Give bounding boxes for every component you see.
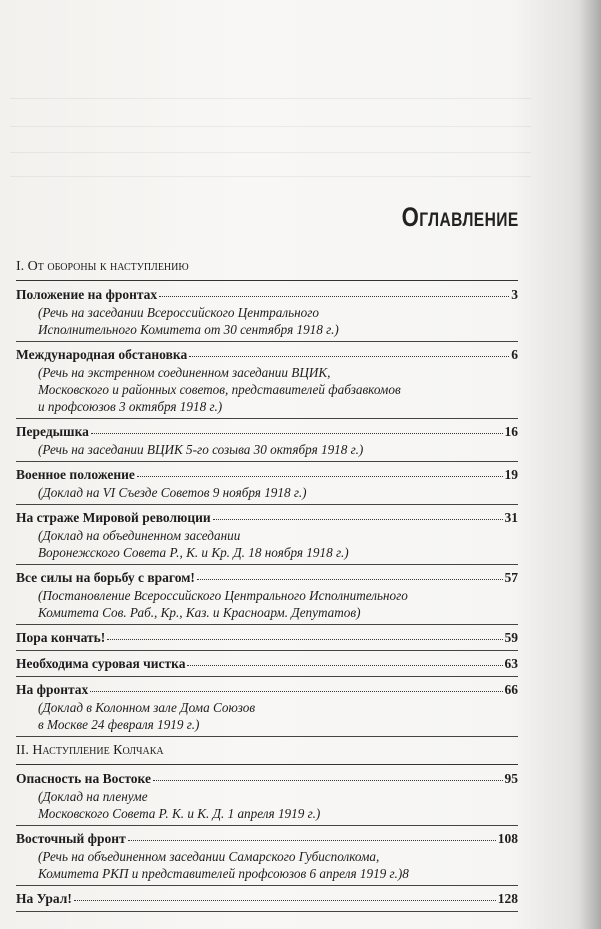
dot-leader [90, 681, 502, 692]
dot-leader [197, 569, 503, 580]
toc-entry-note: (Речь на экстренном соединенном заседании ВЦИК, [38, 365, 331, 380]
toc-entry[interactable] [16, 285, 518, 342]
toc-entry[interactable] [16, 769, 518, 826]
dot-leader [159, 286, 509, 297]
toc-entry[interactable] [16, 654, 518, 677]
toc-entry-note: (Речь на объединенном заседании Самарского Губисполкома, [38, 849, 380, 864]
toc-entry-title: Все силы на борьбу с врагом! [16, 570, 195, 585]
toc-page-number: 95 [504, 771, 518, 786]
toc-entry-title: Передышка [16, 424, 89, 439]
show-through-line [10, 126, 531, 127]
toc-entry-line [16, 889, 518, 908]
toc-entry-line [16, 654, 518, 673]
toc-entry-note: (Доклад на объединенном заседании [38, 528, 241, 543]
toc-entry-note: Московского и районных советов, представителей фабзавкомов [38, 382, 401, 397]
divider [16, 564, 518, 565]
toc-entry-line [16, 285, 518, 304]
page-title: Оглавление [402, 202, 519, 232]
toc-entry-note: Исполнительного Комитета от 30 сентября 1918 г.) [38, 322, 339, 337]
divider [16, 764, 518, 765]
toc-entry-title: На фронтах [16, 682, 89, 697]
divider [16, 911, 518, 912]
toc-entry[interactable] [16, 829, 518, 886]
toc-entry-title: Опасность на Востоке [16, 771, 151, 786]
part-1-entries [16, 285, 518, 737]
toc-entry-line [16, 680, 518, 699]
divider [16, 885, 518, 886]
toc-entry-line [16, 422, 518, 441]
dot-leader [137, 466, 503, 477]
toc-entry[interactable] [16, 680, 518, 737]
toc-page-number: 16 [504, 424, 518, 439]
toc-entry-note: Комитета РКП и представителей профсоюзов 6 апреля 1919 г.)8 [38, 866, 409, 881]
dot-leader [153, 770, 503, 781]
toc-entry[interactable] [16, 508, 518, 565]
toc-entry-line [16, 508, 518, 527]
show-through-line [10, 176, 531, 177]
toc-page-number: 66 [504, 682, 518, 697]
divider [16, 461, 518, 462]
toc-page-number: 128 [497, 891, 518, 906]
toc-entry[interactable] [16, 568, 518, 625]
toc-entry-title: На страже Мировой революции [16, 510, 211, 525]
divider [16, 280, 518, 281]
part-heading-2: II. Наступление Колчака [16, 743, 164, 758]
toc-page-number: 3 [511, 287, 518, 302]
toc-entry-line [16, 465, 518, 484]
toc-entry-title: Военное положение [16, 467, 135, 482]
dot-leader [91, 423, 503, 434]
divider [16, 624, 518, 625]
dot-leader [213, 509, 503, 520]
toc-page-number: 63 [504, 656, 518, 671]
page-gutter-shadow [579, 0, 601, 929]
divider [16, 341, 518, 342]
toc-entry-note: Комитета Сов. Раб., Кр., Каз. и Красноарм. Депутатов) [38, 605, 361, 620]
part-heading-1: I. От обороны к наступлению [16, 259, 189, 274]
divider [16, 676, 518, 677]
toc-entry-note: (Постановление Всероссийского Центрального Исполнительного [38, 588, 408, 603]
dot-leader [187, 655, 502, 666]
toc-entry[interactable] [16, 345, 518, 419]
toc-entry-note: (Доклад на пленуме [38, 789, 148, 804]
toc-page-number: 108 [497, 831, 518, 846]
toc-entry-line [16, 568, 518, 587]
dot-leader [189, 346, 509, 357]
toc-entry-line [16, 345, 518, 364]
toc-entry[interactable] [16, 422, 518, 462]
dot-leader [74, 890, 496, 901]
toc-page-number: 59 [504, 630, 518, 645]
divider [16, 736, 518, 737]
toc-page-number: 57 [504, 570, 518, 585]
toc-page-number: 31 [504, 510, 518, 525]
toc-entry-title: Необходима суровая чистка [16, 656, 186, 671]
divider [16, 504, 518, 505]
toc-entry-note: (Доклад в Колонном зале Дома Союзов [38, 700, 256, 715]
show-through-line [10, 152, 531, 153]
toc-entry-note: и профсоюзов 3 октября 1918 г.) [38, 399, 223, 414]
toc-entry-line [16, 829, 518, 848]
toc-entry-note: (Доклад на VI Съезде Советов 9 ноября 1918 г.) [38, 485, 307, 500]
toc-entry-title: Восточный фронт [16, 831, 126, 846]
toc-entry-note: (Речь на заседании Всероссийского Центрального [38, 305, 319, 320]
divider [16, 650, 518, 651]
divider [16, 825, 518, 826]
part-2-entries [16, 769, 518, 912]
toc-entry-line [16, 769, 518, 788]
toc-page-number: 19 [504, 467, 518, 482]
toc-entry-note: Воронежского Совета Р., К. и Кр. Д. 18 ноября 1918 г.) [38, 545, 349, 560]
toc-entry-title: Международная обстановка [16, 347, 188, 362]
toc-entry-note: (Речь на заседании ВЦИК 5-го созыва 30 октября 1918 г.) [38, 442, 364, 457]
table-of-contents [16, 256, 518, 915]
toc-entry[interactable] [16, 465, 518, 505]
dot-leader [128, 830, 496, 841]
divider [16, 418, 518, 419]
show-through-line [10, 98, 531, 99]
toc-entry-line [16, 628, 518, 647]
toc-page-number: 6 [511, 347, 518, 362]
toc-entry-note: Московского Совета Р. К. и К. Д. 1 апреля 1919 г.) [38, 806, 321, 821]
toc-entry-title: Положение на фронтах [16, 287, 158, 302]
toc-entry-title: Пора кончать! [16, 630, 106, 645]
dot-leader [107, 629, 502, 640]
toc-entry-note: в Москве 24 февраля 1919 г.) [38, 717, 200, 732]
toc-entry[interactable] [16, 889, 518, 912]
toc-entry-title: На Урал! [16, 891, 72, 906]
toc-entry[interactable] [16, 628, 518, 651]
